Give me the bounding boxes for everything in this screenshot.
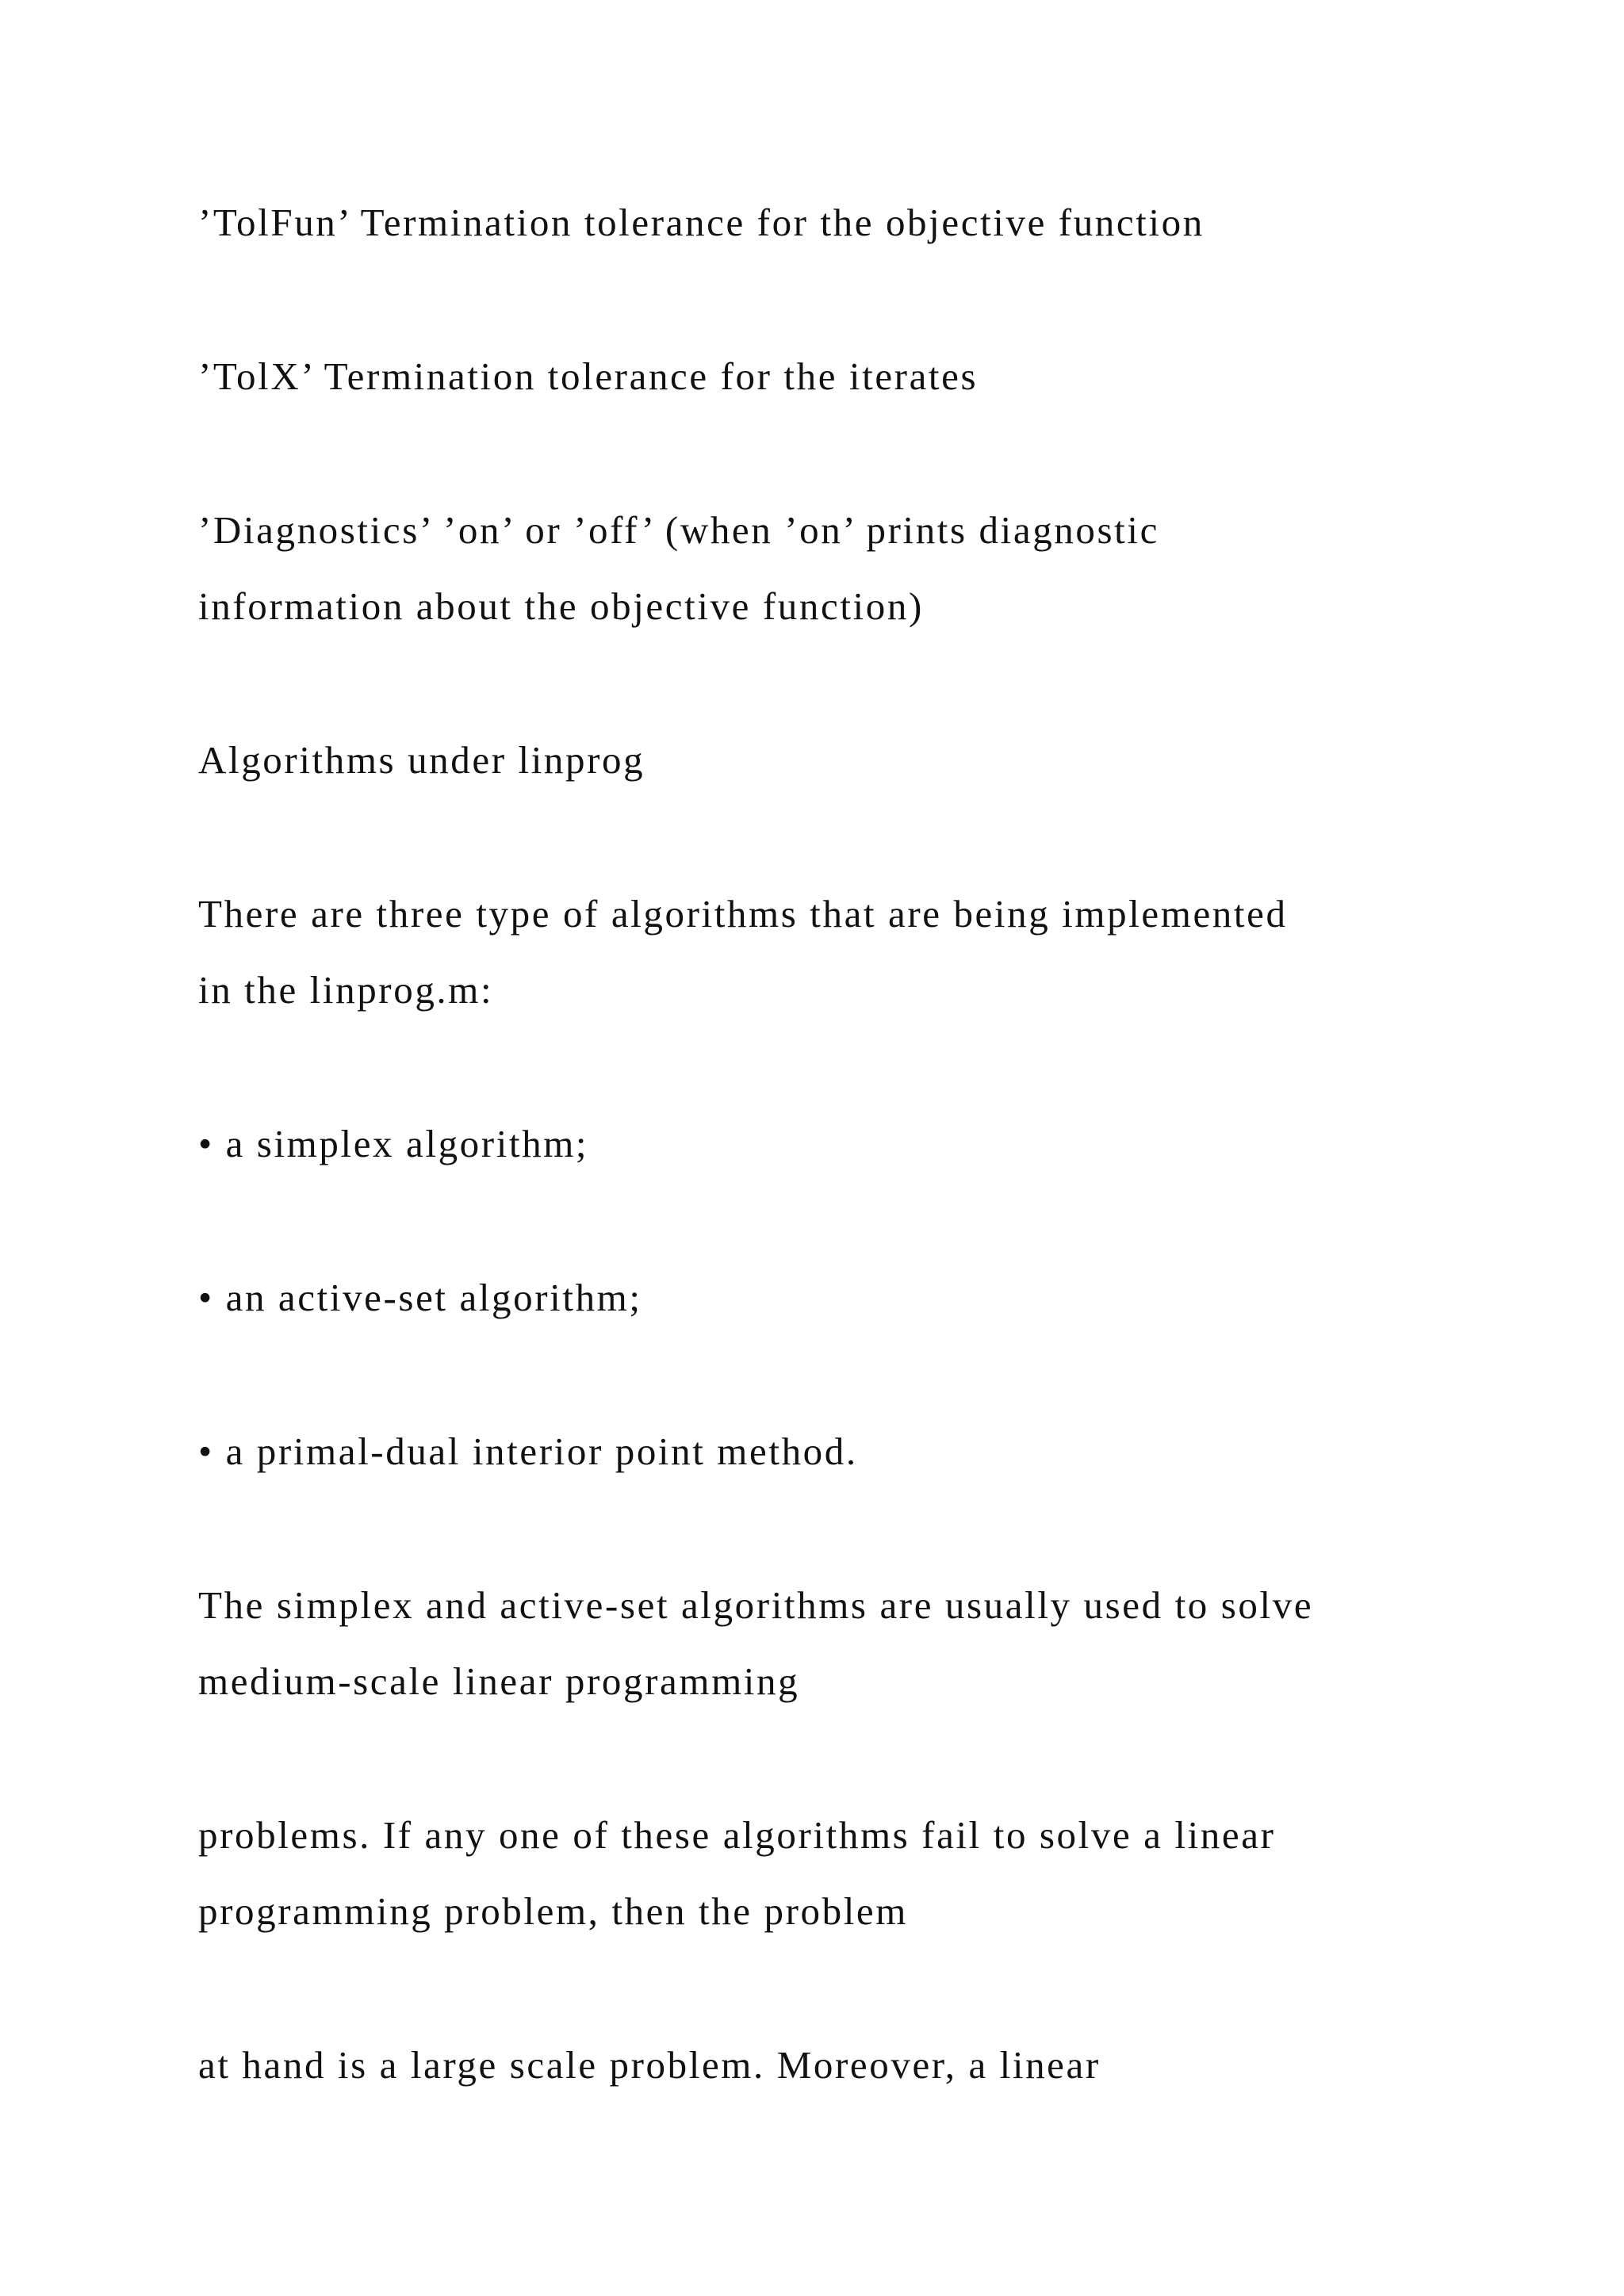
bullet-item-active-set [198,1260,1499,1336]
text-line: There are three type of algorithms that are being implemented [198,892,1288,936]
text-line: Algorithms under linprog [198,738,645,782]
paragraph-simplex-active-set [198,1567,1499,1720]
text-line: information about the objective function) [198,584,924,628]
paragraph-problems [198,1797,1499,1950]
text-line: at hand is a large scale problem. Moreover, a linear [198,2043,1101,2087]
text-line: problems. If any one of these algorithms fail to solve a linear [198,1813,1276,1857]
paragraph-diagnostics [198,492,1499,645]
text-line: medium-scale linear programming [198,1659,800,1703]
paragraph-intro [198,876,1499,1028]
text-line: programming problem, then the problem [198,1889,908,1933]
text-line: The simplex and active-set algorithms are usually used to solve [198,1583,1314,1627]
text-line: ’TolFun’ Termination tolerance for the objective function [198,201,1205,244]
text-line: • a primal-dual interior point method. [198,1429,858,1473]
text-line: • a simplex algorithm; [198,1122,589,1165]
text-line: ’Diagnostics’ ’on’ or ’off’ (when ’on’ prints diagnostic [198,508,1159,552]
paragraph-tolx [198,339,1499,415]
text-line: • an active-set algorithm; [198,1276,642,1319]
bullet-item-simplex [198,1106,1499,1182]
text-line: in the linprog.m: [198,968,494,1012]
paragraph-large-scale [198,2027,1499,2103]
bullet-item-interior-point [198,1414,1499,1490]
paragraph-tolfun [198,185,1499,261]
section-heading [198,722,1499,798]
text-line: ’TolX’ Termination tolerance for the iterates [198,354,979,398]
